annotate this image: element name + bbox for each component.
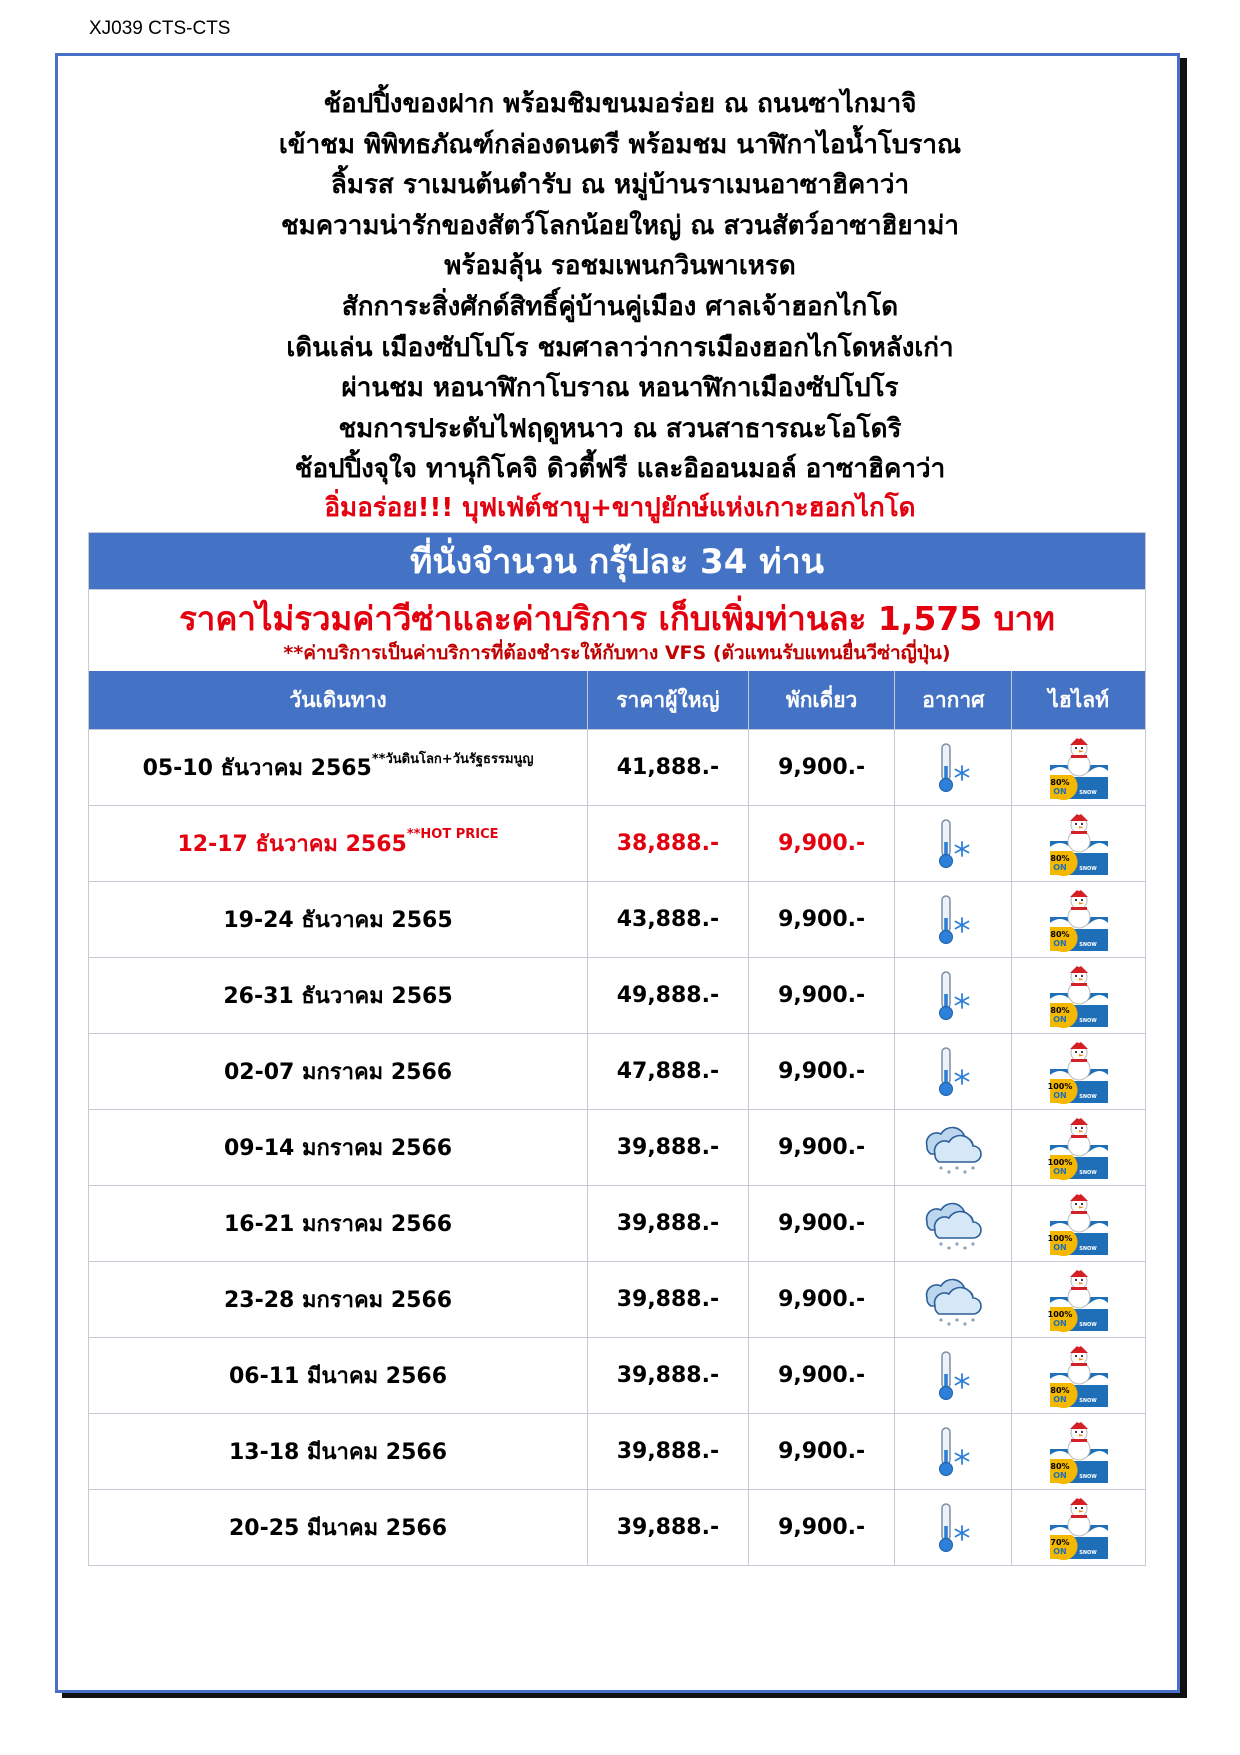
svg-text:SNOW: SNOW xyxy=(1078,1321,1097,1328)
travel-date-cell xyxy=(89,882,587,957)
adult-price: 38,888.- xyxy=(587,806,748,881)
weather-cell xyxy=(894,1110,1011,1185)
table-header-row xyxy=(89,671,1145,729)
svg-text:ON: ON xyxy=(1052,1546,1067,1556)
snow-cloud-icon xyxy=(919,1120,987,1176)
table-row xyxy=(89,729,1145,805)
highlight-buffet: อิ่มอร่อย!!! บุฟเฟ่ต์ชาบู+ขาปูยักษ์แห่งเกาะฮอกไกโด xyxy=(324,492,916,523)
snowman-snow-chance-badge xyxy=(1048,1343,1110,1409)
adult-price: 39,888.- xyxy=(587,1110,748,1185)
travel-date-cell xyxy=(89,1414,587,1489)
table-row xyxy=(89,1185,1145,1261)
table-row xyxy=(89,805,1145,881)
highlight-line: ช้อปปิ้งของฝาก พร้อมชิมขนมอร่อย ณ ถนนซาไกมาจิ xyxy=(323,89,917,119)
highlight-line: สักการะสิ่งศักด์สิทธิ์คู่บ้านคู่เมือง ศาลเจ้าฮอกไกโด xyxy=(341,291,899,322)
travel-date-cell xyxy=(89,806,587,881)
thermometer-snow-icon xyxy=(933,1502,973,1554)
single-room-price: 9,900.- xyxy=(748,882,895,957)
weather-cell xyxy=(894,730,1011,805)
table-row xyxy=(89,1033,1145,1109)
highlight-line: เดินเล่น เมืองซัปโปโร ชมศาลาว่าการเมืองฮอกไกโดหลังเก่า xyxy=(286,332,954,363)
svg-text:80%: 80% xyxy=(1050,1385,1070,1395)
highlight-cell xyxy=(1011,1490,1145,1565)
highlight-cell xyxy=(1011,1262,1145,1337)
single-room-price: 9,900.- xyxy=(748,1262,895,1337)
travel-date: 05-10 ธันวาคม 2565 xyxy=(142,756,372,781)
single-room-price: 9,900.- xyxy=(748,1490,895,1565)
snowman-snow-chance-badge xyxy=(1048,735,1110,801)
travel-date: 06-11 มีนาคม 2566 xyxy=(229,1364,448,1389)
svg-text:100%: 100% xyxy=(1047,1233,1072,1243)
visa-note-box xyxy=(89,589,1145,671)
travel-date: 09-14 มกราคม 2566 xyxy=(223,1136,453,1161)
thermometer-snow-icon xyxy=(933,742,973,794)
travel-date-cell xyxy=(89,730,587,805)
single-room-price: 9,900.- xyxy=(748,730,895,805)
travel-date: 26-31 ธันวาคม 2565 xyxy=(223,984,453,1009)
highlight-line: พร้อมลุ้น รอชมเพนกวินพาเหรด xyxy=(444,251,796,282)
date-note: **วันดินโลก+วันรัฐธรรมนูญ xyxy=(371,752,534,767)
snow-cloud-icon xyxy=(919,1272,987,1328)
weather-cell xyxy=(894,958,1011,1033)
tour-highlights xyxy=(0,84,1240,526)
table-row xyxy=(89,957,1145,1033)
weather-cell xyxy=(894,1034,1011,1109)
weather-cell xyxy=(894,1338,1011,1413)
travel-date: 16-21 มกราคม 2566 xyxy=(223,1212,453,1237)
svg-text:SNOW: SNOW xyxy=(1078,1397,1097,1404)
svg-text:ON: ON xyxy=(1052,938,1067,948)
highlight-cell xyxy=(1011,1338,1145,1413)
svg-text:ON: ON xyxy=(1052,1242,1067,1252)
svg-text:ON: ON xyxy=(1052,862,1067,872)
snowman-snow-chance-badge xyxy=(1048,811,1110,877)
col-header-single-room: พักเดี่ยว xyxy=(748,671,895,729)
travel-date-cell xyxy=(89,1262,587,1337)
adult-price: 39,888.- xyxy=(587,1338,748,1413)
adult-price: 39,888.- xyxy=(587,1262,748,1337)
adult-price: 39,888.- xyxy=(587,1490,748,1565)
svg-text:SNOW: SNOW xyxy=(1078,1473,1097,1480)
adult-price: 47,888.- xyxy=(587,1034,748,1109)
col-header-adult-price: ราคาผู้ใหญ่ xyxy=(587,671,748,729)
highlight-line: ชมการประดับไฟฤดูหนาว ณ สวนสาธารณะโอโดริ xyxy=(338,413,902,444)
travel-date: 20-25 มีนาคม 2566 xyxy=(229,1516,448,1541)
snowman-snow-chance-badge xyxy=(1048,1419,1110,1485)
table-row xyxy=(89,1413,1145,1489)
visa-fee-note: ราคาไม่รวมค่าวีซ่าและค่าบริการ เก็บเพิ่มท่านละ 1,575 บาท xyxy=(179,599,1055,638)
svg-text:ON: ON xyxy=(1052,1090,1067,1100)
snowman-snow-chance-badge xyxy=(1048,887,1110,953)
thermometer-snow-icon xyxy=(933,894,973,946)
svg-text:ON: ON xyxy=(1052,1318,1067,1328)
snowman-snow-chance-badge xyxy=(1048,1267,1110,1333)
adult-price: 39,888.- xyxy=(587,1186,748,1261)
svg-text:80%: 80% xyxy=(1050,1461,1070,1471)
highlight-cell xyxy=(1011,730,1145,805)
svg-text:SNOW: SNOW xyxy=(1078,1245,1097,1252)
adult-price: 41,888.- xyxy=(587,730,748,805)
svg-text:SNOW: SNOW xyxy=(1078,789,1097,796)
travel-date: 13-18 มีนาคม 2566 xyxy=(229,1440,448,1465)
travel-date-cell xyxy=(89,1338,587,1413)
adult-price: 49,888.- xyxy=(587,958,748,1033)
date-note: **HOT PRICE xyxy=(406,827,499,842)
vfs-note: **ค่าบริการเป็นค่าบริการที่ต้องชำระให้กับทาง VFS (ตัวแทนรับแทนยื่นวีซ่าญี่ปุ่น) xyxy=(283,642,951,664)
table-row xyxy=(89,1261,1145,1337)
svg-text:ON: ON xyxy=(1052,1394,1067,1404)
weather-cell xyxy=(894,1262,1011,1337)
highlight-line: ช้อปปิ้งจุใจ ทานุกิโคจิ ดิวตี้ฟรี และอิออนมอล์ อาซาฮิคาว่า xyxy=(294,454,946,485)
document-code: XJ039 CTS-CTS xyxy=(89,18,231,39)
highlight-line: ชมความน่ารักของสัตว์โลกน้อยใหญ่ ณ สวนสัตว์อาซาฮิยาม่า xyxy=(280,210,959,241)
svg-text:ON: ON xyxy=(1052,1470,1067,1480)
travel-date: 12-17 ธันวาคม 2565 xyxy=(177,832,407,857)
svg-text:100%: 100% xyxy=(1047,1157,1072,1167)
single-room-price: 9,900.- xyxy=(748,1034,895,1109)
svg-text:80%: 80% xyxy=(1050,1005,1070,1015)
highlight-cell xyxy=(1011,1186,1145,1261)
travel-date: 23-28 มกราคม 2566 xyxy=(223,1288,453,1313)
snowman-snow-chance-badge xyxy=(1048,1039,1110,1105)
weather-cell xyxy=(894,1186,1011,1261)
svg-text:80%: 80% xyxy=(1050,929,1070,939)
highlight-cell xyxy=(1011,1110,1145,1185)
highlight-cell xyxy=(1011,1414,1145,1489)
single-room-price: 9,900.- xyxy=(748,1414,895,1489)
seats-banner: ที่นั่งจำนวน กรุ๊ปละ 34 ท่าน xyxy=(89,533,1145,589)
table-row xyxy=(89,1489,1145,1565)
snowman-snow-chance-badge xyxy=(1048,963,1110,1029)
table-row xyxy=(89,1337,1145,1413)
svg-text:100%: 100% xyxy=(1047,1081,1072,1091)
adult-price: 43,888.- xyxy=(587,882,748,957)
svg-text:80%: 80% xyxy=(1050,777,1070,787)
table-row xyxy=(89,1109,1145,1185)
price-table xyxy=(88,532,1146,1566)
snowman-snow-chance-badge xyxy=(1048,1191,1110,1257)
thermometer-snow-icon xyxy=(933,1350,973,1402)
highlight-cell xyxy=(1011,882,1145,957)
weather-cell xyxy=(894,1490,1011,1565)
svg-text:80%: 80% xyxy=(1050,853,1070,863)
single-room-price: 9,900.- xyxy=(748,958,895,1033)
col-header-date: วันเดินทาง xyxy=(289,687,387,712)
svg-text:ON: ON xyxy=(1052,1014,1067,1024)
svg-text:SNOW: SNOW xyxy=(1078,865,1097,872)
table-body xyxy=(89,729,1145,1565)
single-room-price: 9,900.- xyxy=(748,1110,895,1185)
adult-price: 39,888.- xyxy=(587,1414,748,1489)
highlight-line: ลิ้มรส ราเมนต้นตำรับ ณ หมู่บ้านราเมนอาซาฮิคาว่า xyxy=(330,170,910,201)
svg-text:SNOW: SNOW xyxy=(1078,941,1097,948)
snowman-snow-chance-badge xyxy=(1048,1495,1110,1561)
table-row xyxy=(89,881,1145,957)
highlight-cell xyxy=(1011,1034,1145,1109)
single-room-price: 9,900.- xyxy=(748,1338,895,1413)
highlight-line: เข้าชม พิพิทธภัณฑ์กล่องดนตรี พร้อมชม นาฬิกาไอน้ำโบราณ xyxy=(278,129,962,160)
snowman-snow-chance-badge xyxy=(1048,1115,1110,1181)
thermometer-snow-icon xyxy=(933,1426,973,1478)
travel-date: 02-07 มกราคม 2566 xyxy=(223,1060,453,1085)
svg-text:ON: ON xyxy=(1052,1166,1067,1176)
travel-date-cell xyxy=(89,1490,587,1565)
highlight-line: ผ่านชม หอนาฬิกาโบราณ หอนาฬิกาเมืองซัปโปโร xyxy=(341,373,899,404)
weather-cell xyxy=(894,882,1011,957)
single-room-price: 9,900.- xyxy=(748,806,895,881)
travel-date-cell xyxy=(89,1186,587,1261)
snow-cloud-icon xyxy=(919,1196,987,1252)
highlight-cell xyxy=(1011,806,1145,881)
svg-text:SNOW: SNOW xyxy=(1078,1549,1097,1556)
col-header-weather: อากาศ xyxy=(894,671,1011,729)
svg-text:ON: ON xyxy=(1052,786,1067,796)
single-room-price: 9,900.- xyxy=(748,1186,895,1261)
svg-text:70%: 70% xyxy=(1050,1537,1070,1547)
travel-date-cell xyxy=(89,958,587,1033)
thermometer-snow-icon xyxy=(933,970,973,1022)
svg-text:100%: 100% xyxy=(1047,1309,1072,1319)
col-header-highlight: ไฮไลท์ xyxy=(1011,671,1145,729)
svg-text:SNOW: SNOW xyxy=(1078,1017,1097,1024)
svg-text:SNOW: SNOW xyxy=(1078,1169,1097,1176)
thermometer-snow-icon xyxy=(933,818,973,870)
svg-text:SNOW: SNOW xyxy=(1078,1093,1097,1100)
travel-date: 19-24 ธันวาคม 2565 xyxy=(223,908,453,933)
weather-cell xyxy=(894,806,1011,881)
highlight-cell xyxy=(1011,958,1145,1033)
travel-date-cell xyxy=(89,1034,587,1109)
thermometer-snow-icon xyxy=(933,1046,973,1098)
weather-cell xyxy=(894,1414,1011,1489)
travel-date-cell xyxy=(89,1110,587,1185)
